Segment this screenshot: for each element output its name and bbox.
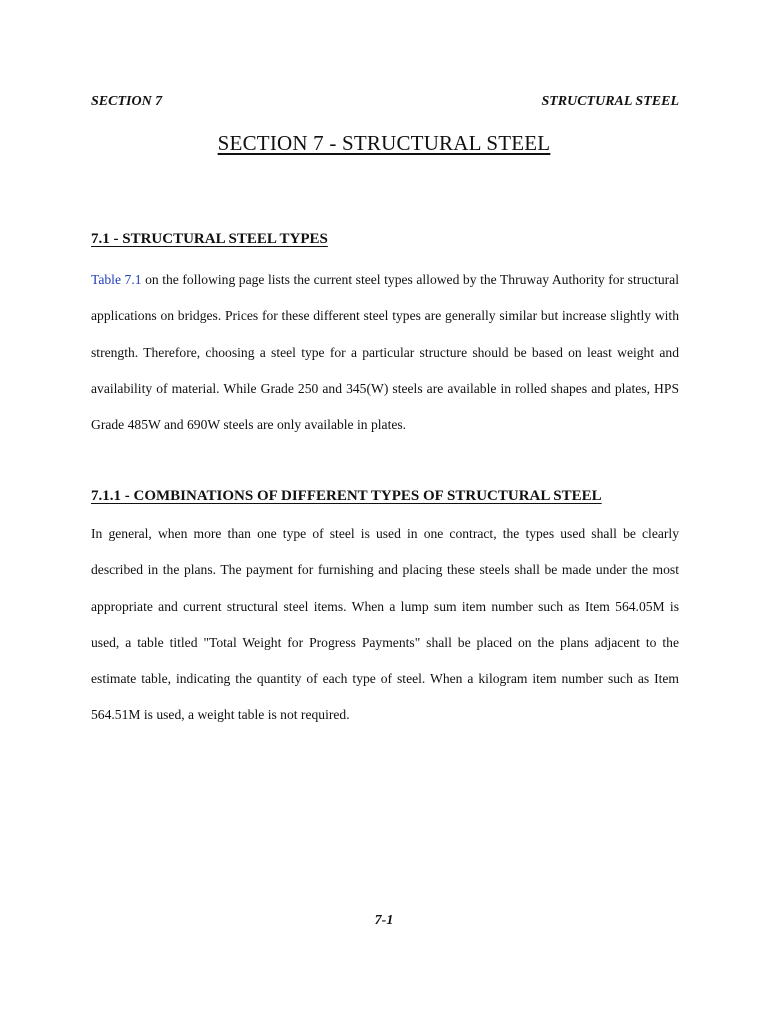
table-7-1-link[interactable]: Table 7.1	[91, 272, 142, 287]
paragraph-7-1-1: In general, when more than one type of steel is used in one contract, the types used shall be clearly described in the plans. The payment for furnishing and placing these steels shall be made under the most appropriate and current structural steel items. When a lump sum item number such as Item 564.05M is used, a table titled "Total Weight for Progress Payments" shall be placed on the plans adjacent to the estimate table, indicating the quantity of each type of steel. When a kilogram item number such as Item 564.51M is used, a weight table is not required.	[91, 526, 679, 723]
header-chapter-title: STRUCTURAL STEEL	[541, 94, 679, 109]
page-number: 7-1	[374, 913, 394, 928]
paragraph-7-1	[91, 262, 679, 443]
paragraph-7-1-text: on the following page lists the current steel types allowed by the Thruway Authority for structural applications on bridges. Prices for these different steel types are generally similar but increase slightly with strength. Therefore, choosing a steel type for a particular structure should be based on least weight and availability of material. While Grade 250 and 345(W) steels are available in rolled shapes and plates, HPS Grade 485W and 690W steels are only available in plates.	[91, 272, 679, 433]
page-title: SECTION 7 - STRUCTURAL STEEL	[217, 131, 551, 155]
header-section-label: SECTION 7	[91, 94, 163, 109]
running-header	[91, 94, 679, 114]
section-heading-7-1-1: 7.1.1 - COMBINATIONS OF DIFFERENT TYPES OF STRUCTURAL STEEL	[91, 488, 602, 504]
section-heading-7-1: 7.1 - STRUCTURAL STEEL TYPES	[91, 231, 328, 247]
